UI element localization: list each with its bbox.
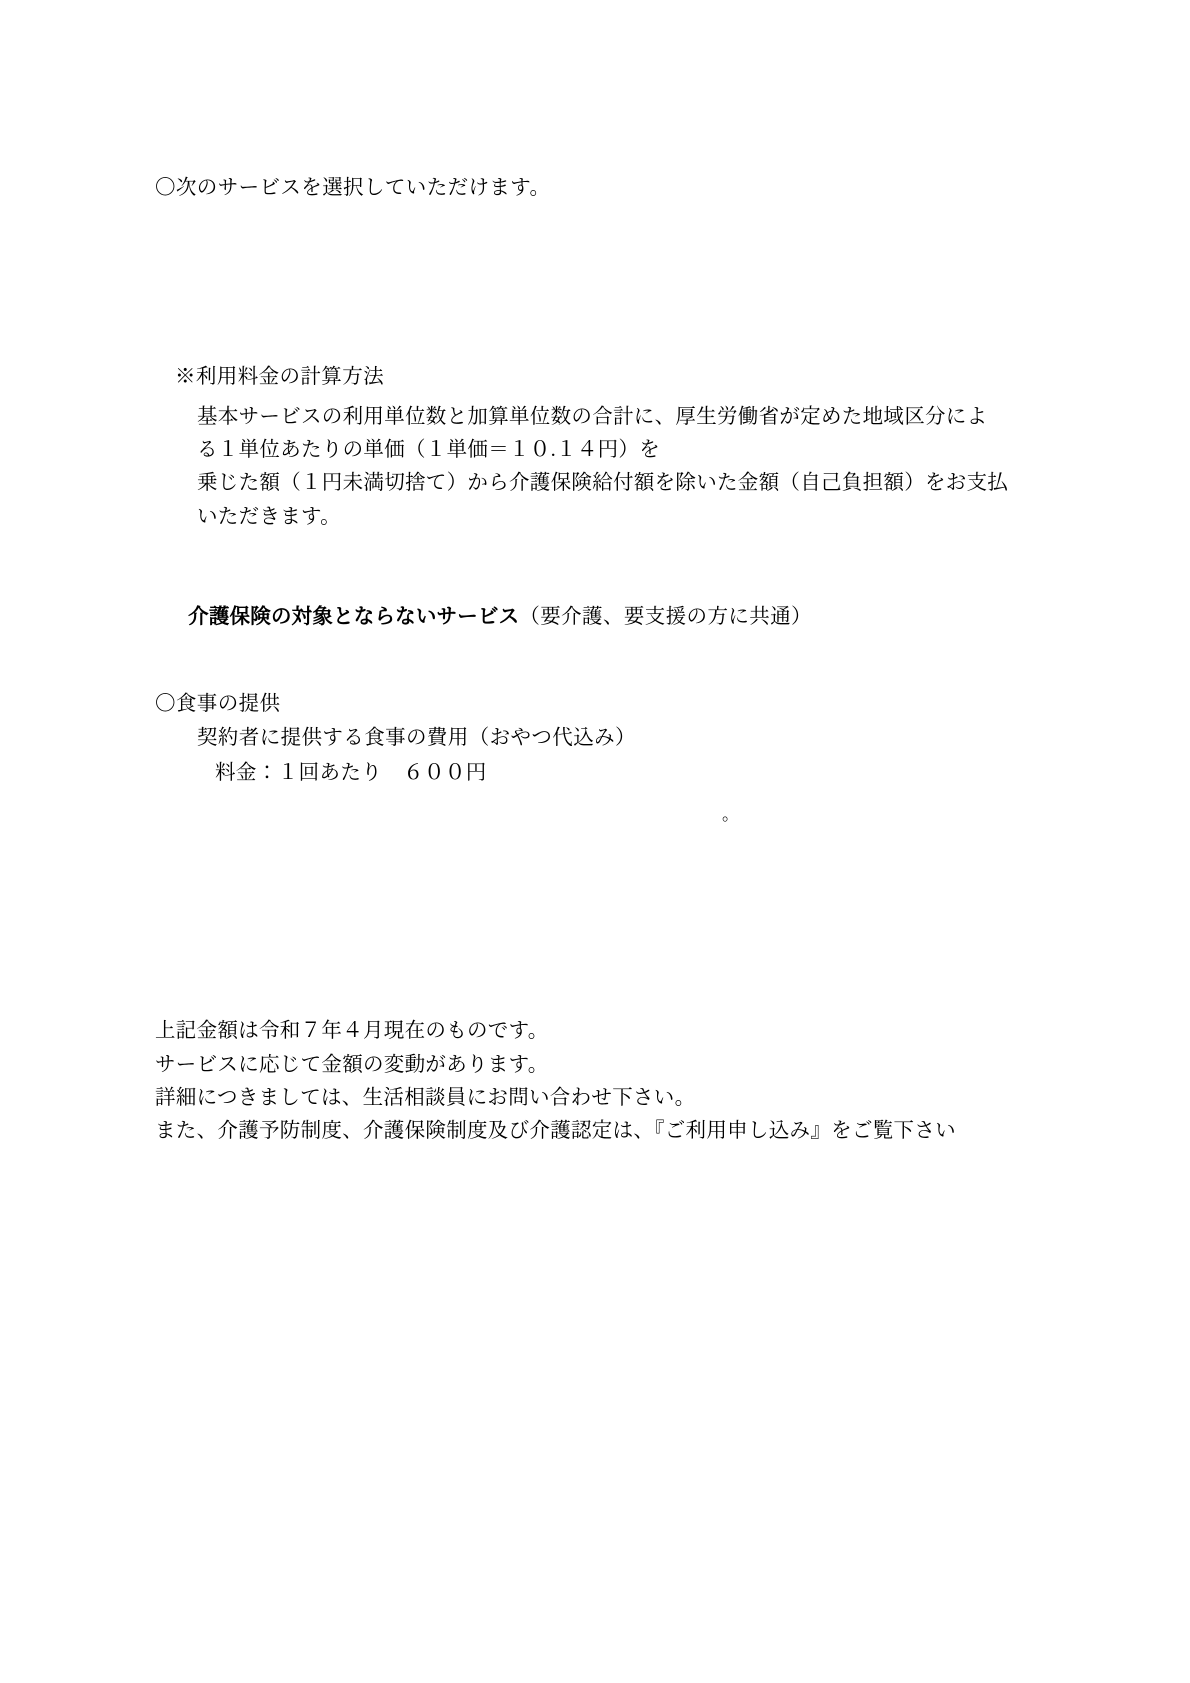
footer-notes	[155, 1015, 1055, 1148]
spacer-services-area	[155, 199, 1055, 367]
meal-section-title: 〇食事の提供	[155, 692, 281, 715]
footer-note-4: また、介護予防制度、介護保険制度及び介護認定は、『ご利用申し込み』をご覧下さい	[155, 1119, 956, 1142]
document-body	[155, 178, 1055, 1148]
calc-line-2: る１単位あたりの単価（１単価＝１０.１４円）を	[197, 439, 661, 462]
meal-section-detail: 契約者に提供する食事の費用（おやつ代込み）	[197, 727, 636, 750]
spacer-meal-2	[155, 749, 1055, 763]
section-heading	[155, 576, 1055, 652]
section-heading-bold: 介護保険の対象とならないサービス	[188, 604, 520, 628]
calc-line-4: いただきます。	[197, 505, 341, 528]
meal-section	[155, 694, 1055, 784]
spacer-before-heading	[155, 534, 1055, 576]
footer-note-1: 上記金額は令和７年４月現在のものです。	[155, 1020, 549, 1043]
spacer-before-stray	[155, 783, 1055, 847]
intro-line: 〇次のサービスを選択していただけます。	[155, 177, 551, 199]
calculation-note-title: ※利用料金の計算方法	[175, 365, 384, 388]
calc-line-3: 乗じた額（１円未満切捨て）から介護保険給付額を除いた金額（自己負担額）をお支払	[197, 472, 1009, 495]
section-heading-normal: （要介護、要支援の方に共通）	[519, 605, 812, 628]
spacer-calc	[155, 387, 1055, 401]
footer-note-3: 詳細につきましては、生活相談員にお問い合わせ下さい。	[155, 1086, 696, 1109]
calc-line-1: 基本サービスの利用単位数と加算単位数の合計に、厚生労働省が定めた地域区分によ	[197, 406, 988, 428]
spacer-before-footer	[155, 847, 1055, 1015]
footer-note-2: サービスに応じて金額の変動があります。	[155, 1053, 549, 1076]
calculation-note-body	[155, 401, 1057, 534]
meal-section-price: 料金：１回あたり ６００円	[215, 761, 487, 784]
calculation-note	[155, 367, 1055, 534]
spacer-before-meal	[155, 652, 1055, 694]
stray-punctuation-mark: 。	[722, 805, 739, 824]
